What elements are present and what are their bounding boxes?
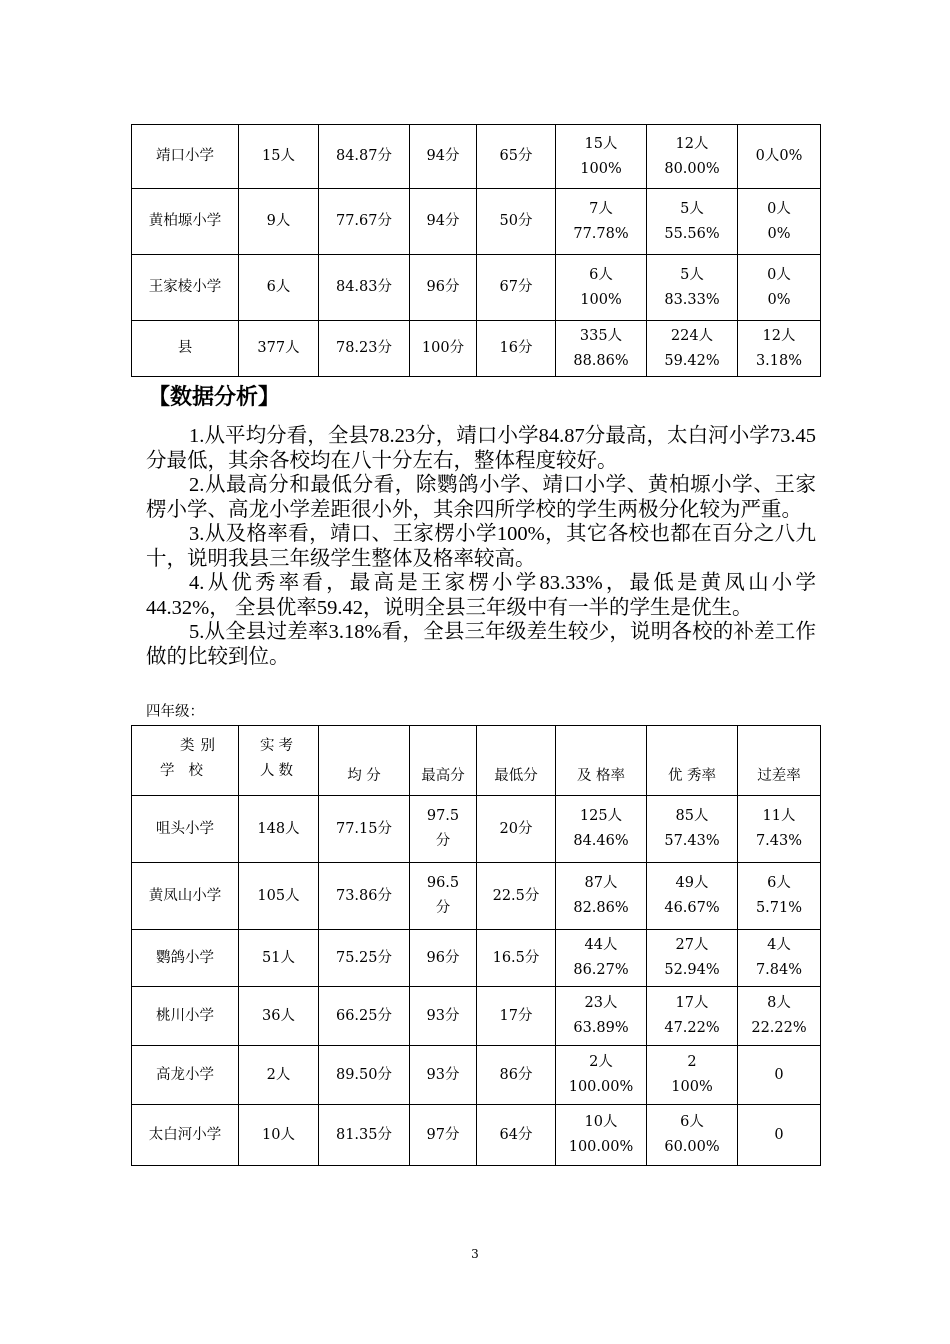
cell-count: 105人: [239, 863, 319, 930]
cell-pass-line: 77.78%: [573, 225, 629, 242]
cell-poor: [738, 125, 821, 189]
cell-avg: 73.86分: [319, 863, 410, 930]
cell-min: 20分: [477, 796, 556, 863]
header-excellent-rate: 优 秀率: [647, 726, 738, 796]
cell-max-line: 96分: [426, 949, 460, 966]
cell-excellent-line: 224人: [670, 327, 714, 344]
cell-excellent: [647, 1105, 738, 1166]
cell-pass-line: 23人: [584, 995, 618, 1011]
cell-count: 377人: [239, 321, 319, 377]
cell-excellent-line: 12人: [675, 135, 709, 152]
cell-school: 县: [132, 321, 239, 377]
header-average: 均 分: [319, 726, 410, 796]
cell-max: [410, 1046, 477, 1105]
cell-school: 靖口小学: [132, 125, 239, 189]
header-school: 学校: [160, 763, 217, 779]
cell-avg: 81.35分: [319, 1105, 410, 1166]
header-poor-rate: 过差率: [738, 726, 821, 796]
cell-excellent-line: 60.00%: [664, 1139, 720, 1155]
cell-min: 64分: [477, 1105, 556, 1166]
cell-min: 17分: [477, 987, 556, 1046]
cell-avg: 84.83分: [319, 255, 410, 321]
cell-poor: [738, 930, 821, 987]
analysis-body: [146, 424, 816, 669]
cell-poor-line: 0%: [767, 225, 791, 242]
cell-pass: [556, 125, 647, 189]
cell-excellent: [647, 1046, 738, 1105]
cell-pass-line: 2人: [589, 1054, 613, 1070]
cell-max: [410, 987, 477, 1046]
cell-avg: 84.87分: [319, 125, 410, 189]
header-count-line: 实考: [260, 738, 297, 754]
cell-count: 148人: [239, 796, 319, 863]
cell-excellent-line: 6人: [680, 1114, 704, 1130]
cell-count: 15人: [239, 125, 319, 189]
cell-excellent-line: 52.94%: [664, 962, 720, 978]
cell-poor: [738, 863, 821, 930]
cell-count: 6人: [239, 255, 319, 321]
grade3-results-table: [131, 124, 821, 377]
cell-school: 鹦鸽小学: [132, 930, 239, 987]
cell-max: 94分: [410, 189, 477, 255]
cell-count: 2人: [239, 1046, 319, 1105]
cell-pass: [556, 189, 647, 255]
cell-pass: [556, 1046, 647, 1105]
cell-poor-line: 3.18%: [755, 352, 803, 369]
cell-poor: [738, 1105, 821, 1166]
cell-min: 50分: [477, 189, 556, 255]
cell-max-line: 97分: [426, 1126, 460, 1143]
page-number: 3: [471, 1247, 479, 1261]
grade4-label: 四年级：: [146, 704, 204, 720]
cell-excellent-line: 5人: [680, 266, 704, 283]
cell-min: 65分: [477, 125, 556, 189]
cell-pass: [556, 1105, 647, 1166]
cell-max-line: 分: [435, 833, 451, 849]
cell-excellent-line: 80.00%: [664, 160, 720, 177]
cell-pass-line: 44人: [584, 937, 618, 953]
cell-pass-line: 100%: [580, 291, 622, 308]
cell-pass-line: 125人: [579, 808, 623, 824]
analysis-paragraph: 3.从及格率看，靖口、王家楞小学100%，其它各校也都在百分之八九十，说明我县三年级学生整体及格率较高。: [146, 523, 816, 570]
cell-poor-line: 0: [774, 1066, 784, 1083]
cell-min: 16.5分: [477, 930, 556, 987]
header-max: 最高分: [410, 726, 477, 796]
cell-pass-line: 335人: [579, 327, 623, 344]
cell-excellent-line: 83.33%: [664, 291, 720, 308]
cell-min: 67分: [477, 255, 556, 321]
cell-excellent-line: 57.43%: [664, 833, 720, 849]
cell-school: 王家棱小学: [132, 255, 239, 321]
cell-max: [410, 1105, 477, 1166]
cell-max: 94分: [410, 125, 477, 189]
table-row: [132, 189, 821, 255]
cell-excellent: [647, 987, 738, 1046]
cell-count: 36人: [239, 987, 319, 1046]
cell-excellent: [647, 863, 738, 930]
cell-pass-line: 88.86%: [573, 352, 629, 369]
cell-poor: [738, 189, 821, 255]
cell-max-line: 93分: [426, 1007, 460, 1024]
cell-avg: 77.15分: [319, 796, 410, 863]
cell-pass: [556, 796, 647, 863]
cell-poor-line: 11人: [762, 808, 796, 824]
table-row: [132, 930, 821, 987]
cell-excellent-line: 27人: [675, 937, 709, 953]
cell-min: 86分: [477, 1046, 556, 1105]
cell-pass-line: 100%: [580, 160, 622, 177]
analysis-paragraph: 2.从最高分和最低分看，除鹦鸽小学、靖口小学、黄柏塬小学、王家楞小学、高龙小学差距很小外，其余四所学校的学生两极分化较为严重。: [146, 474, 816, 521]
cell-min: 22.5分: [477, 863, 556, 930]
cell-max: 100分: [410, 321, 477, 377]
cell-excellent: [647, 189, 738, 255]
cell-excellent: [647, 930, 738, 987]
cell-avg: 78.23分: [319, 321, 410, 377]
cell-excellent: [647, 255, 738, 321]
cell-max: [410, 930, 477, 987]
cell-excellent-line: 100%: [671, 1079, 713, 1095]
cell-pass-line: 7人: [589, 200, 613, 217]
cell-pass-line: 10人: [584, 1114, 618, 1130]
cell-min: 16分: [477, 321, 556, 377]
table-row: [132, 255, 821, 321]
cell-avg: 66.25分: [319, 987, 410, 1046]
cell-poor: [738, 796, 821, 863]
cell-max-line: 分: [435, 900, 451, 916]
cell-excellent-line: 55.56%: [664, 225, 720, 242]
cell-poor-line: 7.43%: [755, 833, 803, 849]
cell-excellent-line: 47.22%: [664, 1020, 720, 1036]
cell-excellent: [647, 125, 738, 189]
cell-poor-line: 0: [774, 1126, 784, 1143]
cell-max-line: 93分: [426, 1066, 460, 1083]
cell-pass-line: 6人: [589, 266, 613, 283]
header-pass-rate: 及 格率: [556, 726, 647, 796]
cell-school: 咀头小学: [132, 796, 239, 863]
header-category-school: [132, 726, 239, 796]
cell-poor-line: 8人: [767, 995, 791, 1011]
cell-excellent-line: 17人: [675, 995, 709, 1011]
cell-count: 10人: [239, 1105, 319, 1166]
cell-poor: [738, 255, 821, 321]
analysis-paragraph: 1.从平均分看，全县78.23分，靖口小学84.87分最高，太白河小学73.45分最低，其余各校均在八十分左右，整体程度较好。: [146, 425, 816, 472]
cell-max: 96分: [410, 255, 477, 321]
cell-poor-line: 0%: [767, 291, 791, 308]
cell-excellent-line: 2: [687, 1054, 697, 1070]
cell-max: [410, 863, 477, 930]
cell-school: 黄凤山小学: [132, 863, 239, 930]
cell-excellent-line: 5人: [680, 200, 704, 217]
cell-pass-line: 63.89%: [573, 1020, 629, 1036]
cell-count: 9人: [239, 189, 319, 255]
header-count-line: 人数: [260, 763, 297, 779]
analysis-paragraph: 5.从全县过差率3.18%看，全县三年级差生较少，说明各校的补差工作做的比较到位。: [146, 621, 816, 668]
cell-max-line: 96.5: [426, 875, 460, 891]
cell-school: 黄柏塬小学: [132, 189, 239, 255]
cell-max: [410, 796, 477, 863]
cell-pass: [556, 863, 647, 930]
cell-poor-line: 12人: [762, 327, 796, 344]
cell-poor-line: 5.71%: [755, 900, 803, 916]
cell-school: 高龙小学: [132, 1046, 239, 1105]
cell-poor: [738, 1046, 821, 1105]
cell-poor-line: 22.22%: [751, 1020, 807, 1036]
cell-max-line: 97.5: [426, 808, 460, 824]
cell-avg: 89.50分: [319, 1046, 410, 1105]
analysis-paragraph: 4.从优秀率看，最高是王家楞小学83.33%，最低是黄凤山小学44.32%， 全县优率59.42，说明全县三年级中有一半的学生是优生。: [146, 572, 816, 619]
cell-excellent-line: 46.67%: [664, 900, 720, 916]
cell-avg: 77.67分: [319, 189, 410, 255]
cell-poor-line: 4人: [767, 937, 791, 953]
header-category: 类别: [180, 738, 221, 754]
cell-pass-line: 82.86%: [573, 900, 629, 916]
header-min: 最低分: [477, 726, 556, 796]
cell-pass: [556, 255, 647, 321]
cell-excellent-line: 49人: [675, 875, 709, 891]
cell-excellent-line: 85人: [675, 808, 709, 824]
cell-poor-line: 0人0%: [755, 148, 803, 164]
cell-pass: [556, 321, 647, 377]
cell-avg: 75.25分: [319, 930, 410, 987]
cell-pass: [556, 987, 647, 1046]
cell-pass: [556, 930, 647, 987]
analysis-title: 【数据分析】: [148, 385, 281, 410]
cell-poor-line: 0人: [767, 200, 791, 217]
table-row: [132, 987, 821, 1046]
cell-pass-line: 100.00%: [568, 1079, 634, 1095]
table-row: [132, 1105, 821, 1166]
cell-poor: [738, 321, 821, 377]
cell-excellent: [647, 796, 738, 863]
table-row: [132, 796, 821, 863]
cell-pass-line: 87人: [584, 875, 618, 891]
table-row: [132, 1046, 821, 1105]
cell-pass-line: 86.27%: [573, 962, 629, 978]
table-row: [132, 321, 821, 377]
cell-school: 太白河小学: [132, 1105, 239, 1166]
cell-pass-line: 15人: [584, 135, 618, 152]
grade4-results-table: [131, 725, 821, 1166]
cell-poor: [738, 987, 821, 1046]
table-row: [132, 863, 821, 930]
table-header-row: [132, 726, 821, 796]
cell-pass-line: 84.46%: [573, 833, 629, 849]
cell-excellent-line: 59.42%: [664, 352, 720, 369]
cell-count: 51人: [239, 930, 319, 987]
cell-school: 桃川小学: [132, 987, 239, 1046]
cell-pass-line: 100.00%: [568, 1139, 634, 1155]
cell-excellent: [647, 321, 738, 377]
table-row: [132, 125, 821, 189]
cell-poor-line: 7.84%: [755, 962, 803, 978]
cell-poor-line: 6人: [767, 875, 791, 891]
header-count: [239, 726, 319, 796]
cell-poor-line: 0人: [767, 266, 791, 283]
